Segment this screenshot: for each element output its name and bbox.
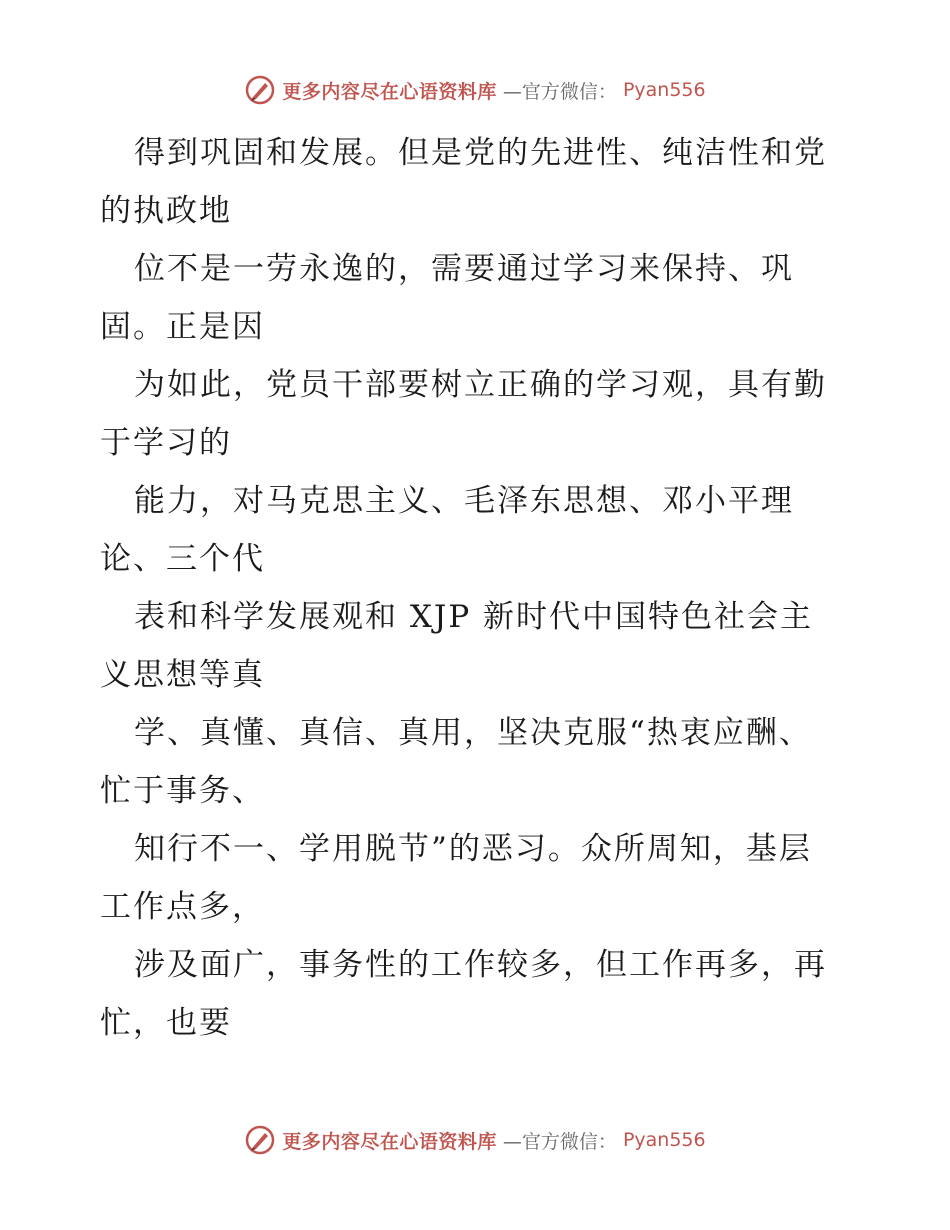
pen-logo-icon <box>244 74 276 106</box>
watermark-site-text: 更多内容尽在心语资料库 <box>282 1130 497 1153</box>
document-body <box>100 124 860 1052</box>
watermark-site-text: 更多内容尽在心语资料库 <box>282 80 497 103</box>
watermark-account: Pyan556 <box>622 1129 706 1151</box>
watermark-account: Pyan556 <box>622 79 706 101</box>
body-line: 于学习的 <box>100 425 232 461</box>
body-line: 为如此，党员干部要树立正确的学习观，具有勤 <box>134 367 827 403</box>
body-line: 工作点多， <box>100 889 265 925</box>
body-line: 得到巩固和发展。但是党的先进性、纯洁性和党 <box>134 135 827 171</box>
watermark-separator: —官方微信： <box>502 80 617 103</box>
body-line: 的执政地 <box>100 193 232 229</box>
header-watermark <box>0 70 950 110</box>
body-line: 表和科学发展观和 XJP 新时代中国特色社会主 <box>134 599 814 635</box>
body-line: 位不是一劳永逸的，需要通过学习来保持、巩 <box>134 251 794 287</box>
body-line: 固。正是因 <box>100 309 265 345</box>
body-line: 义思想等真 <box>100 657 265 693</box>
watermark-separator: —官方微信： <box>502 1130 617 1153</box>
body-line: 能力，对马克思主义、毛泽东思想、邓小平理 <box>134 483 794 519</box>
body-line: 论、三个代 <box>100 541 265 577</box>
body-line: 涉及面广，事务性的工作较多，但工作再多，再 <box>134 947 827 983</box>
body-line: 忙于事务、 <box>100 773 265 809</box>
body-line: 忙，也要 <box>100 1005 232 1041</box>
footer-watermark <box>0 1120 950 1160</box>
body-line: 知行不一、学用脱节”的恶习。众所周知，基层 <box>134 831 812 867</box>
pen-logo-icon <box>244 1124 276 1156</box>
body-line: 学、真懂、真信、真用，坚决克服“热衷应酬、 <box>134 715 812 751</box>
